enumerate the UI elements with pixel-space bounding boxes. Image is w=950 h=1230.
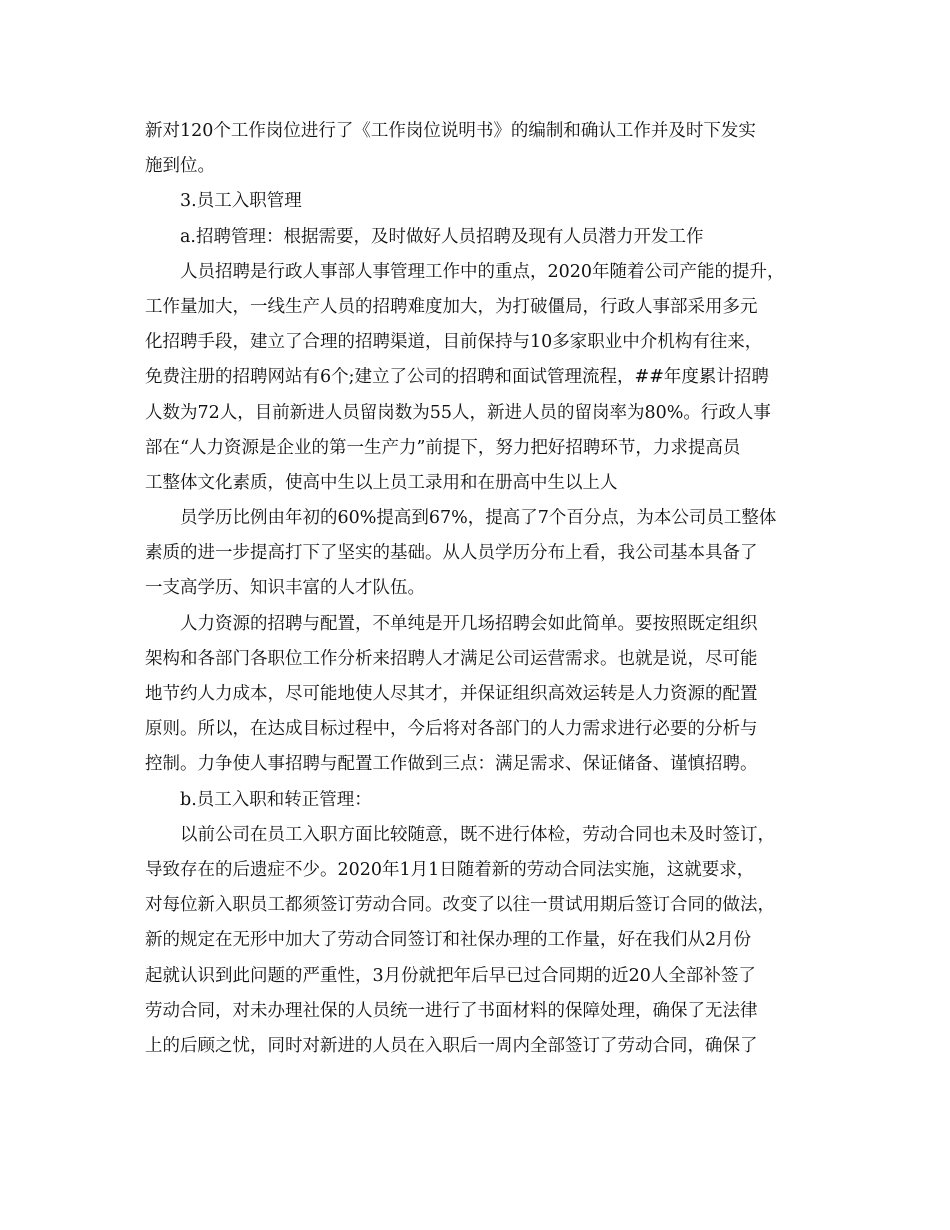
text-line: 劳动合同，对未办理社保的人员统一进行了书面材料的保障处理，确保了无法律 bbox=[145, 1000, 758, 1021]
text-line: 新的规定在无形中加大了劳动合同签订和社保办理的工作量，好在我们从2月份 bbox=[145, 930, 752, 951]
text-line: 人数为72人，目前新进人员留岗数为55人，新进人员的留岗率为80%。行政人事 bbox=[145, 402, 771, 423]
text-line: 架构和各部门各职位工作分析来招聘人才满足公司运营需求。也就是说，尽可能 bbox=[145, 648, 758, 669]
subsection-heading: b.员工入职和转正管理： bbox=[180, 789, 372, 810]
subsection-heading: a.招聘管理：根据需要，及时做好人员招聘及现有人员潜力开发工作 bbox=[180, 226, 704, 247]
text-line: 员学历比例由年初的60%提高到67%，提高了7个百分点，为本公司员工整体 bbox=[180, 508, 777, 529]
text-line: 人力资源的招聘与配置，不单纯是开几场招聘会如此简单。要按照既定组织 bbox=[180, 613, 758, 634]
text-line: 对每位新入职员工都须签订劳动合同。改变了以往一贯试用期后签订合同的做法， bbox=[145, 895, 775, 916]
text-line: 地节约人力成本，尽可能地使人尽其才，并保证组织高效运转是人力资源的配置 bbox=[145, 684, 758, 704]
text-line: 导致存在的后遗症不少。2020年1月1日随着新的劳动合同法实施，这就要求， bbox=[145, 859, 755, 880]
text-line: 施到位。 bbox=[145, 156, 215, 177]
text-line: 以前公司在员工入职方面比较随意，既不进行体检，劳动合同也未及时签订， bbox=[180, 824, 775, 845]
text-line: 工整体文化素质，使高中生以上员工录用和在册高中生以上人 bbox=[145, 472, 618, 493]
text-line: 工作量加大，一线生产人员的招聘难度加大，为打破僵局，行政人事部采用多元 bbox=[145, 296, 758, 317]
text-line: 化招聘手段，建立了合理的招聘渠道，目前保持与10多家职业中介机构有往来， bbox=[145, 332, 763, 353]
text-line: 起就认识到此问题的严重性，3月份就把年后早已过合同期的近20人全部补签了 bbox=[145, 965, 756, 986]
text-line: 人员招聘是行政人事部人事管理工作中的重点，2020年随着公司产能的提升， bbox=[180, 261, 785, 282]
text-line: 原则。所以，在达成目标过程中，今后将对各部门的人力需求进行必要的分析与 bbox=[145, 719, 758, 740]
document-body bbox=[145, 114, 810, 1064]
text-line: 一支高学历、知识丰富的人才队伍。 bbox=[145, 578, 425, 599]
section-heading: 3.员工入职管理 bbox=[180, 191, 302, 212]
text-line: 新对120个工作岗位进行了《工作岗位说明书》的编制和确认工作并及时下发实 bbox=[145, 121, 756, 141]
text-line: 素质的进一步提高打下了坚实的基础。从人员学历分布上看，我公司基本具备了 bbox=[145, 543, 758, 564]
text-line: 控制。力争使人事招聘与配置工作做到三点：满足需求、保证储备、谨慎招聘。 bbox=[145, 754, 758, 775]
text-line: 上的后顾之忧，同时对新进的人员在入职后一周内全部签订了劳动合同，确保了 bbox=[145, 1035, 758, 1056]
text-line: 部在“人力资源是企业的第一生产力”前提下，努力把好招聘环节，力求提高员 bbox=[145, 437, 741, 458]
text-line: 免费注册的招聘网站有6个;建立了公司的招聘和面试管理流程，##年度累计招聘 bbox=[145, 367, 769, 388]
